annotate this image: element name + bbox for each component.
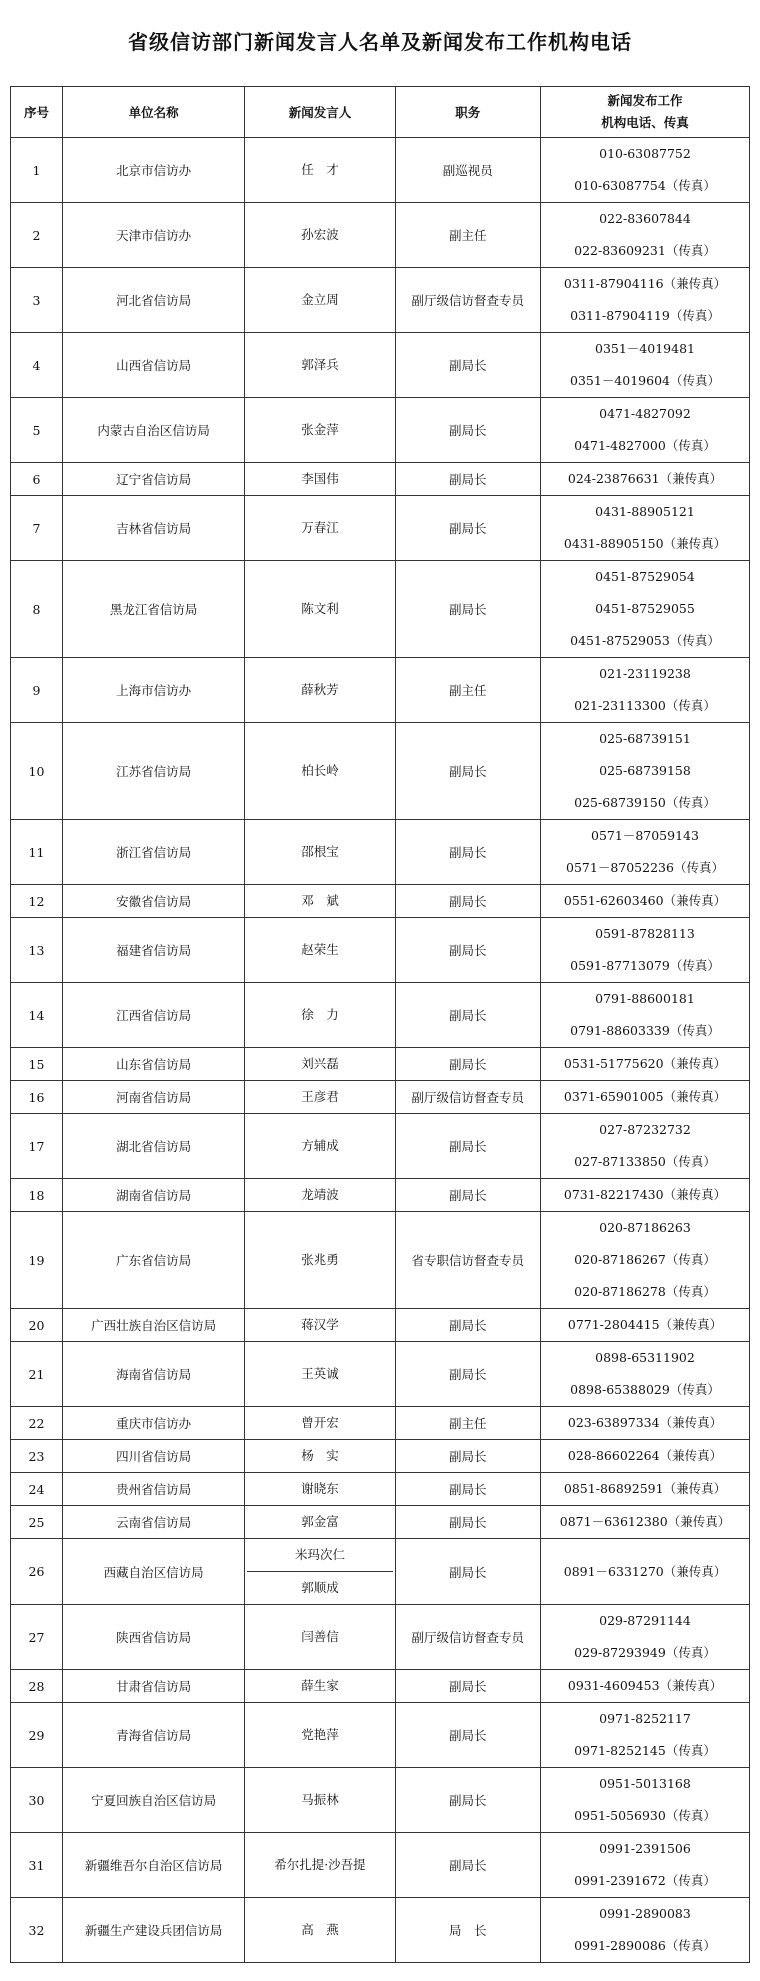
row-no: 19 (11, 1212, 63, 1309)
phone-number: 0991-2890086（传真） (574, 1938, 716, 1953)
row-no: 31 (11, 1833, 63, 1898)
row-phones (540, 918, 749, 983)
phone-number: 0771-2804415（兼传真） (567, 1317, 723, 1332)
speaker-name: 马振林 (301, 1792, 339, 1807)
row-position: 副局长 (395, 723, 540, 820)
row-phones (540, 333, 749, 398)
phone-number: 0451-87529055 (595, 601, 695, 616)
row-unit: 青海省信访局 (62, 1703, 244, 1768)
row-position: 副厅级信访督查专员 (395, 1081, 540, 1114)
table-row (11, 463, 750, 496)
speaker-name: 党艳萍 (301, 1727, 339, 1742)
speaker-name: 郭顺成 (247, 1571, 392, 1604)
row-no: 32 (11, 1898, 63, 1963)
row-unit: 新疆维吾尔自治区信访局 (62, 1833, 244, 1898)
row-speaker (245, 1898, 395, 1963)
speaker-name: 邓 斌 (301, 893, 339, 908)
row-no: 30 (11, 1768, 63, 1833)
phone-number: 025-68739151 (599, 731, 691, 746)
row-position: 副局长 (395, 1342, 540, 1407)
table-row (11, 820, 750, 885)
row-speaker (245, 268, 395, 333)
row-position: 省专职信访督查专员 (395, 1212, 540, 1309)
row-no: 22 (11, 1407, 63, 1440)
row-unit: 江西省信访局 (62, 983, 244, 1048)
speaker-name: 杨 实 (301, 1448, 339, 1463)
row-unit: 宁夏回族自治区信访局 (62, 1768, 244, 1833)
row-no: 13 (11, 918, 63, 983)
row-position: 副局长 (395, 463, 540, 496)
row-speaker (245, 918, 395, 983)
speaker-name: 柏长岭 (301, 763, 339, 778)
row-no: 26 (11, 1539, 63, 1605)
row-phones (540, 885, 749, 918)
row-no: 28 (11, 1670, 63, 1703)
speaker-name: 薛秋芳 (301, 682, 339, 697)
row-no: 16 (11, 1081, 63, 1114)
row-phones (540, 1833, 749, 1898)
row-position: 副局长 (395, 983, 540, 1048)
row-no: 7 (11, 496, 63, 561)
speaker-name: 张金萍 (301, 422, 339, 437)
row-phones (540, 1081, 749, 1114)
row-speaker (245, 820, 395, 885)
phone-number: 0791-88600181 (595, 991, 695, 1006)
row-no: 10 (11, 723, 63, 820)
table-row (11, 983, 750, 1048)
phone-number: 0551-62603460（兼传真） (563, 893, 727, 908)
row-unit: 重庆市信访办 (62, 1407, 244, 1440)
phone-number: 020-87186263 (599, 1220, 691, 1235)
phone-number: 021-23119238 (599, 666, 691, 681)
row-unit: 湖南省信访局 (62, 1179, 244, 1212)
speaker-name: 邵根宝 (301, 844, 339, 859)
phone-number: 028-86602264（兼传真） (567, 1448, 723, 1463)
phone-number: 0311-87904116（兼传真） (563, 276, 727, 291)
row-phones (540, 983, 749, 1048)
row-speaker (245, 561, 395, 658)
row-speaker (245, 1114, 395, 1179)
table-row (11, 496, 750, 561)
row-no: 24 (11, 1473, 63, 1506)
row-phones (540, 723, 749, 820)
row-position: 副局长 (395, 885, 540, 918)
row-phones (540, 138, 749, 203)
row-speaker (245, 1048, 395, 1081)
table-header-row (11, 87, 750, 138)
row-no: 11 (11, 820, 63, 885)
phone-number: 0471-4827092 (599, 406, 691, 421)
row-phones (540, 1539, 749, 1605)
row-unit: 甘肃省信访局 (62, 1670, 244, 1703)
phone-number: 025-68739150（传真） (574, 795, 716, 810)
phone-number: 0891－6331270（兼传真） (563, 1563, 727, 1579)
speaker-name: 孙宏波 (301, 227, 339, 242)
phone-number: 0871－63612380（兼传真） (559, 1514, 731, 1529)
header-no: 序号 (11, 87, 63, 138)
phone-number: 0431-88905150（兼传真） (563, 536, 727, 551)
phone-number: 0571－87059143 (591, 828, 699, 843)
table-row (11, 1605, 750, 1670)
row-unit: 西藏自治区信访局 (62, 1539, 244, 1605)
phone-number: 010-63087754（传真） (574, 178, 716, 193)
row-position: 副局长 (395, 1768, 540, 1833)
table-row (11, 1081, 750, 1114)
table-row (11, 1048, 750, 1081)
row-phones (540, 1342, 749, 1407)
phone-number: 0451-87529053（传真） (570, 633, 720, 648)
row-phones (540, 1898, 749, 1963)
phone-number: 0791-88603339（传真） (570, 1023, 720, 1038)
phone-number: 0451-87529054 (595, 569, 695, 584)
row-position: 副局长 (395, 1179, 540, 1212)
row-speaker (245, 1179, 395, 1212)
row-position: 副局长 (395, 1440, 540, 1473)
row-speaker (245, 1670, 395, 1703)
speaker-name: 刘兴磊 (301, 1056, 339, 1071)
row-speaker (245, 1309, 395, 1342)
phone-number: 0898-65311902 (595, 1350, 695, 1365)
row-position: 副局长 (395, 918, 540, 983)
row-no: 25 (11, 1506, 63, 1539)
speaker-name: 金立周 (301, 292, 339, 307)
row-position: 副局长 (395, 1114, 540, 1179)
speaker-name: 陈文利 (301, 601, 339, 616)
speaker-name: 希尔扎提·沙吾提 (274, 1857, 366, 1872)
table-row (11, 1539, 750, 1605)
row-position: 副主任 (395, 658, 540, 723)
phone-number: 0351－4019604（传真） (570, 373, 720, 388)
row-speaker (245, 1768, 395, 1833)
row-position: 副局长 (395, 333, 540, 398)
phone-number: 023-63897334（兼传真） (567, 1415, 723, 1430)
speaker-name: 谢晓东 (301, 1481, 339, 1496)
row-no: 1 (11, 138, 63, 203)
row-position: 副局长 (395, 1670, 540, 1703)
row-phones (540, 820, 749, 885)
row-phones (540, 203, 749, 268)
row-no: 6 (11, 463, 63, 496)
header-phone (540, 87, 749, 138)
row-position: 副局长 (395, 1539, 540, 1605)
speaker-name: 任 才 (301, 162, 339, 177)
row-speaker (245, 463, 395, 496)
table-row (11, 1506, 750, 1539)
row-no: 15 (11, 1048, 63, 1081)
table-row (11, 1114, 750, 1179)
phone-number: 029-87291144 (599, 1613, 691, 1628)
table-row (11, 1212, 750, 1309)
phone-number: 010-63087752 (599, 146, 691, 161)
row-no: 2 (11, 203, 63, 268)
phone-number: 0571－87052236（传真） (566, 860, 724, 875)
phone-number: 021-23113300（传真） (574, 698, 716, 713)
speaker-name: 蒋汉学 (301, 1317, 339, 1332)
table-row (11, 268, 750, 333)
phone-number: 020-87186278（传真） (574, 1284, 716, 1299)
row-phones (540, 1048, 749, 1081)
row-no: 20 (11, 1309, 63, 1342)
phone-number: 025-68739158 (599, 763, 691, 778)
table-row (11, 723, 750, 820)
header-phone-line1: 新闻发布工作 (607, 93, 683, 108)
phone-number: 029-87293949（传真） (574, 1645, 716, 1660)
row-position: 局 长 (395, 1898, 540, 1963)
row-no: 4 (11, 333, 63, 398)
table-row (11, 885, 750, 918)
table-row (11, 918, 750, 983)
speaker-name: 龙靖波 (301, 1187, 339, 1202)
row-no: 9 (11, 658, 63, 723)
row-phones (540, 658, 749, 723)
speaker-name: 王英诚 (301, 1366, 339, 1381)
row-unit: 广西壮族自治区信访局 (62, 1309, 244, 1342)
row-phones (540, 1407, 749, 1440)
row-no: 8 (11, 561, 63, 658)
row-phones (540, 1440, 749, 1473)
phone-number: 024-23876631（兼传真） (567, 471, 723, 486)
row-unit: 陕西省信访局 (62, 1605, 244, 1670)
row-speaker (245, 658, 395, 723)
row-phones (540, 1768, 749, 1833)
row-phones (540, 463, 749, 496)
table-row (11, 1407, 750, 1440)
phone-number: 0971-8252117 (599, 1711, 691, 1726)
row-phones (540, 1114, 749, 1179)
row-unit: 福建省信访局 (62, 918, 244, 983)
phone-number: 0951-5013168 (599, 1776, 691, 1791)
table-row (11, 658, 750, 723)
speaker-name: 闫善信 (301, 1629, 339, 1644)
speaker-name: 郭泽兵 (301, 357, 339, 372)
table-row (11, 138, 750, 203)
row-unit: 湖北省信访局 (62, 1114, 244, 1179)
row-no: 29 (11, 1703, 63, 1768)
row-unit: 山东省信访局 (62, 1048, 244, 1081)
phone-number: 0931-4609453（兼传真） (567, 1678, 723, 1693)
row-unit: 云南省信访局 (62, 1506, 244, 1539)
row-no: 12 (11, 885, 63, 918)
phone-number: 027-87133850（传真） (574, 1154, 716, 1169)
row-speaker (245, 398, 395, 463)
row-position: 副局长 (395, 398, 540, 463)
row-no: 3 (11, 268, 63, 333)
phone-number: 0851-86892591（兼传真） (563, 1481, 727, 1496)
table-row (11, 1440, 750, 1473)
row-position: 副局长 (395, 1309, 540, 1342)
row-unit: 浙江省信访局 (62, 820, 244, 885)
row-phones (540, 1473, 749, 1506)
row-speaker (245, 138, 395, 203)
speaker-name: 曾开宏 (301, 1415, 339, 1430)
row-phones (540, 1605, 749, 1670)
phone-number: 027-87232732 (599, 1122, 691, 1137)
spokesperson-table (10, 86, 750, 1963)
row-speaker (245, 885, 395, 918)
row-no: 21 (11, 1342, 63, 1407)
phone-number: 0591-87713079（传真） (570, 958, 720, 973)
row-unit: 北京市信访办 (62, 138, 244, 203)
speaker-name: 徐 力 (301, 1007, 339, 1022)
table-row (11, 1179, 750, 1212)
row-phones (540, 1703, 749, 1768)
row-speaker (245, 1833, 395, 1898)
phone-number: 0591-87828113 (595, 926, 695, 941)
row-position: 副厅级信访督查专员 (395, 268, 540, 333)
phone-number: 0731-82217430（兼传真） (563, 1187, 727, 1202)
row-unit: 黑龙江省信访局 (62, 561, 244, 658)
table-row (11, 333, 750, 398)
document-title: 省级信访部门新闻发言人名单及新闻发布工作机构电话 (128, 30, 632, 54)
row-unit: 内蒙古自治区信访局 (62, 398, 244, 463)
row-position: 副局长 (395, 1048, 540, 1081)
table-row (11, 1309, 750, 1342)
row-unit: 辽宁省信访局 (62, 463, 244, 496)
speaker-name: 张兆勇 (301, 1252, 339, 1267)
row-speaker (245, 983, 395, 1048)
table-body (11, 138, 750, 1963)
header-position: 职务 (395, 87, 540, 138)
table-row (11, 203, 750, 268)
row-unit: 海南省信访局 (62, 1342, 244, 1407)
table-row (11, 1833, 750, 1898)
speaker-name: 赵荣生 (301, 942, 339, 957)
row-speaker (245, 723, 395, 820)
speaker-name: 王彦君 (301, 1089, 339, 1104)
row-speaker (245, 333, 395, 398)
row-unit: 上海市信访办 (62, 658, 244, 723)
row-unit: 天津市信访办 (62, 203, 244, 268)
phone-number: 0971-8252145（传真） (574, 1743, 716, 1758)
phone-number: 0531-51775620（兼传真） (563, 1056, 727, 1071)
row-unit: 山西省信访局 (62, 333, 244, 398)
speaker-name: 高 燕 (301, 1922, 339, 1937)
row-phones (540, 1506, 749, 1539)
row-unit: 吉林省信访局 (62, 496, 244, 561)
row-phones (540, 496, 749, 561)
row-position: 副局长 (395, 1703, 540, 1768)
row-position: 副局长 (395, 820, 540, 885)
row-unit: 四川省信访局 (62, 1440, 244, 1473)
row-position: 副局长 (395, 561, 540, 658)
row-unit: 河北省信访局 (62, 268, 244, 333)
row-no: 17 (11, 1114, 63, 1179)
header-unit: 单位名称 (62, 87, 244, 138)
row-speaker (245, 1539, 395, 1605)
row-phones (540, 1670, 749, 1703)
row-phones (540, 561, 749, 658)
phone-number: 0991-2391672（传真） (574, 1873, 716, 1888)
row-position: 副巡视员 (395, 138, 540, 203)
speaker-name: 薛生家 (301, 1678, 339, 1693)
table-row (11, 1898, 750, 1963)
row-speaker (245, 1473, 395, 1506)
row-no: 23 (11, 1440, 63, 1473)
table-row (11, 398, 750, 463)
table-row (11, 1703, 750, 1768)
header-phone-line2: 机构电话、传真 (601, 115, 689, 130)
phone-number: 022-83607844 (599, 211, 691, 226)
speaker-name: 米玛次仁 (294, 1547, 345, 1562)
row-unit: 安徽省信访局 (62, 885, 244, 918)
row-unit: 新疆生产建设兵团信访局 (62, 1898, 244, 1963)
row-speaker (245, 496, 395, 561)
row-position: 副局长 (395, 1473, 540, 1506)
row-phones (540, 1309, 749, 1342)
row-no: 5 (11, 398, 63, 463)
phone-number: 0898-65388029（传真） (570, 1382, 720, 1397)
phone-number: 0991-2391506 (599, 1841, 691, 1856)
phone-number: 0351－4019481 (595, 341, 695, 356)
row-speaker (245, 1703, 395, 1768)
row-speaker (245, 1440, 395, 1473)
speaker-name: 郭金富 (301, 1514, 339, 1529)
row-speaker (245, 1212, 395, 1309)
speaker-name: 方辅成 (301, 1138, 339, 1153)
table-row (11, 561, 750, 658)
header-speaker: 新闻发言人 (245, 87, 395, 138)
row-speaker (245, 1605, 395, 1670)
row-speaker (245, 1342, 395, 1407)
phone-number: 0991-2890083 (599, 1906, 691, 1921)
table-row (11, 1670, 750, 1703)
row-position: 副主任 (395, 1407, 540, 1440)
row-no: 18 (11, 1179, 63, 1212)
phone-number: 0311-87904119（传真） (570, 308, 720, 323)
row-unit: 贵州省信访局 (62, 1473, 244, 1506)
row-phones (540, 398, 749, 463)
phone-number: 0371-65901005（兼传真） (563, 1089, 727, 1104)
row-unit: 江苏省信访局 (62, 723, 244, 820)
row-no: 27 (11, 1605, 63, 1670)
row-position: 副局长 (395, 1833, 540, 1898)
speaker-name: 李国伟 (301, 471, 339, 486)
row-no: 14 (11, 983, 63, 1048)
row-phones (540, 268, 749, 333)
table-row (11, 1473, 750, 1506)
row-speaker (245, 1407, 395, 1440)
row-position: 副厅级信访督查专员 (395, 1605, 540, 1670)
row-phones (540, 1179, 749, 1212)
row-unit: 河南省信访局 (62, 1081, 244, 1114)
row-position: 副主任 (395, 203, 540, 268)
row-position: 副局长 (395, 496, 540, 561)
phone-number: 0431-88905121 (595, 504, 695, 519)
speaker-name: 万春江 (301, 520, 339, 535)
row-phones (540, 1212, 749, 1309)
table-row (11, 1342, 750, 1407)
row-speaker (245, 1081, 395, 1114)
table-row (11, 1768, 750, 1833)
phone-number: 0471-4827000（传真） (574, 438, 716, 453)
phone-number: 0951-5056930（传真） (574, 1808, 716, 1823)
phone-number: 020-87186267（传真） (574, 1252, 716, 1267)
row-speaker (245, 1506, 395, 1539)
row-position: 副局长 (395, 1506, 540, 1539)
row-unit: 广东省信访局 (62, 1212, 244, 1309)
row-speaker (245, 203, 395, 268)
phone-number: 022-83609231（传真） (574, 243, 716, 258)
